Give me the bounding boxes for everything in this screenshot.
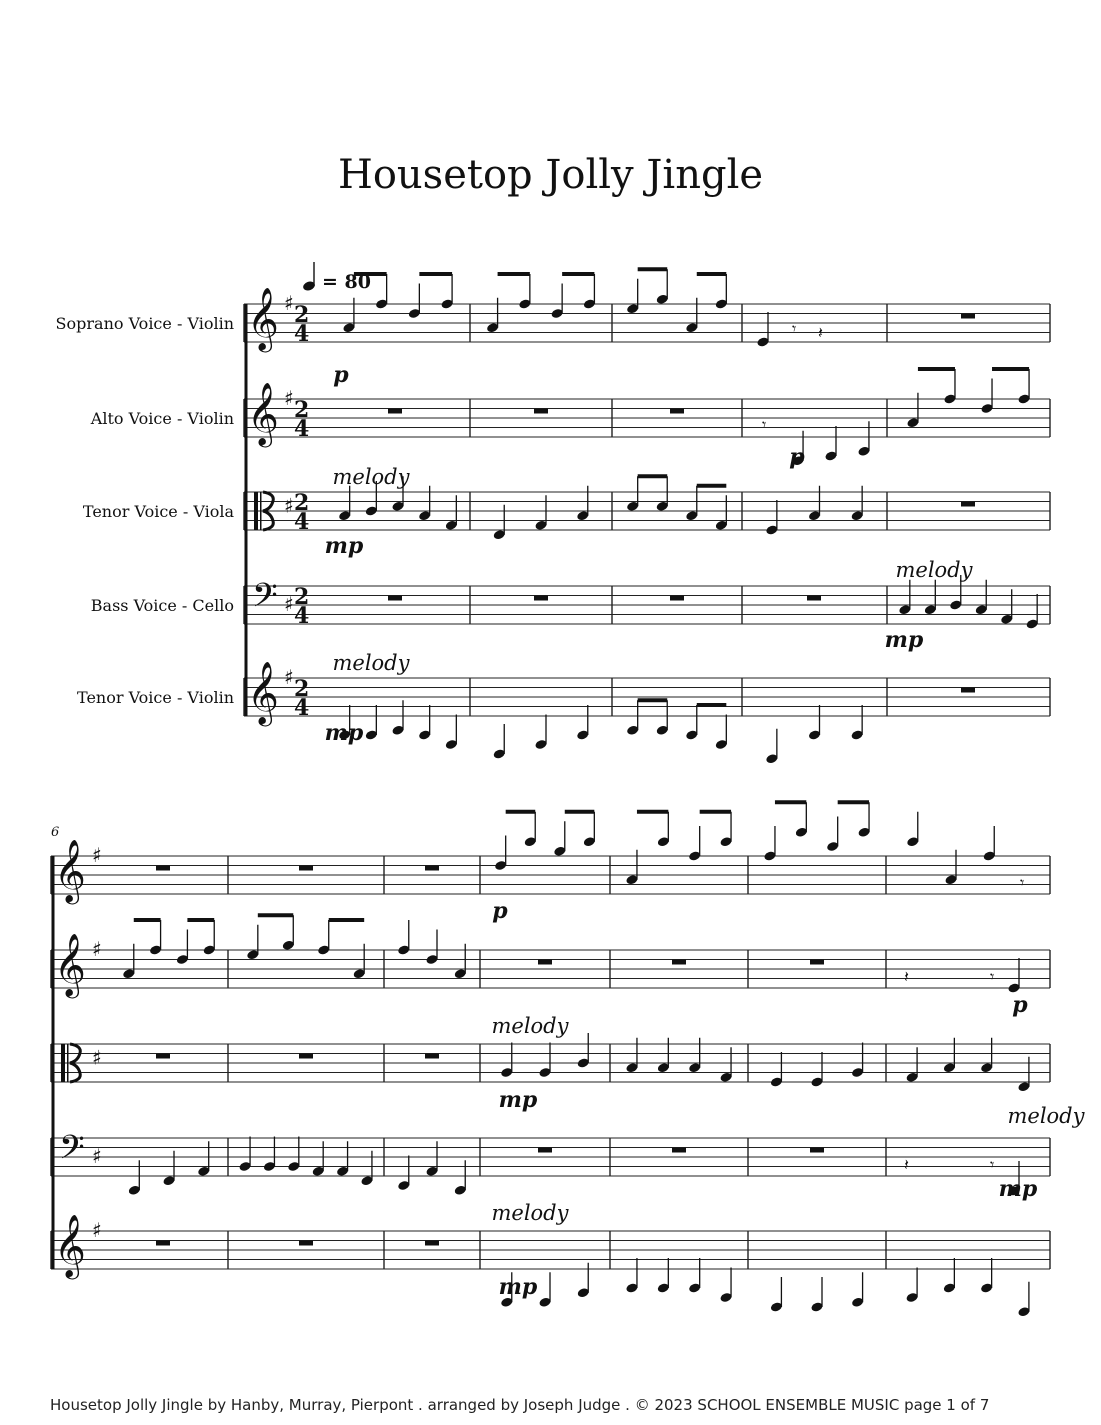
time-signature-top: 2 — [294, 302, 310, 328]
whole-rest — [388, 596, 402, 601]
dynamic-mp: mp — [498, 1087, 538, 1113]
score-title: Housetop Jolly Jingle — [337, 152, 764, 198]
key-signature-sharp: ♯ — [92, 843, 102, 867]
time-signature-bottom: 4 — [294, 416, 310, 442]
instrument-label: Alto Voice - Violin — [90, 409, 234, 428]
expression-melody: melody — [895, 558, 973, 582]
whole-rest — [538, 1148, 552, 1153]
expression-melody: melody — [491, 1014, 569, 1038]
treble-clef: 𝄞 — [54, 933, 86, 996]
quarter-rest: 𝄽 — [904, 1155, 909, 1174]
dynamic-p: p — [492, 898, 508, 924]
whole-rest — [961, 502, 975, 507]
eighth-rest: 𝄾 — [990, 967, 995, 986]
treble-clef: 𝄞 — [247, 382, 279, 445]
instrument-label: Bass Voice - Cello — [90, 596, 234, 615]
whole-rest — [807, 596, 821, 601]
eighth-rest: 𝄾 — [1020, 873, 1025, 892]
time-signature-top: 2 — [294, 397, 310, 423]
whole-rest — [810, 960, 824, 965]
key-signature-sharp: ♯ — [284, 592, 294, 616]
tempo-marking: = 80 — [322, 271, 371, 293]
alto-clef-bar — [61, 1044, 65, 1082]
time-signature-bottom: 4 — [294, 603, 310, 629]
eighth-rest: 𝄾 — [990, 1155, 995, 1174]
expression-melody: melody — [332, 651, 410, 675]
eighth-rest: 𝄾 — [792, 319, 797, 338]
time-signature-top: 2 — [294, 584, 310, 610]
time-signature-bottom: 4 — [294, 321, 310, 347]
key-signature-sharp: ♯ — [92, 937, 102, 961]
whole-rest — [299, 866, 313, 871]
whole-rest — [672, 960, 686, 965]
whole-rest — [156, 866, 170, 871]
treble-clef: 𝄞 — [54, 839, 86, 902]
instrument-label: Tenor Voice - Viola — [82, 502, 234, 521]
treble-clef: 𝄞 — [247, 287, 279, 350]
whole-rest — [670, 409, 684, 414]
key-signature-sharp: ♯ — [284, 665, 294, 689]
dynamic-mp: mp — [324, 720, 364, 746]
key-signature-sharp: ♯ — [92, 1144, 102, 1168]
whole-rest — [670, 596, 684, 601]
alto-clef-bar — [260, 492, 262, 530]
key-signature-sharp: ♯ — [284, 291, 294, 315]
key-signature-sharp: ♯ — [284, 493, 294, 518]
instrument-label: Tenor Voice - Violin — [77, 688, 234, 707]
quarter-rest: 𝄽 — [904, 967, 909, 986]
whole-rest — [672, 1148, 686, 1153]
eighth-rest: 𝄾 — [762, 415, 767, 434]
dynamic-p: p — [333, 362, 349, 388]
whole-rest — [534, 409, 548, 414]
dynamic-mp: mp — [324, 533, 364, 559]
whole-rest — [538, 960, 552, 965]
time-signature-top: 2 — [294, 490, 310, 516]
whole-rest — [425, 1054, 439, 1059]
expression-melody: melody — [491, 1201, 569, 1225]
dynamic-p: p — [1012, 992, 1028, 1018]
dynamic-mp: mp — [884, 627, 924, 653]
treble-clef: 𝄞 — [247, 661, 279, 724]
treble-clef: 𝄞 — [54, 1214, 86, 1277]
whole-rest — [299, 1241, 313, 1246]
whole-rest — [299, 1054, 313, 1059]
whole-rest — [425, 866, 439, 871]
whole-rest — [388, 409, 402, 414]
copyright-footer: Housetop Jolly Jingle by Hanby, Murray, Pierpont . arranged by Joseph Judge . © 2023 SCHOOL ENSEMBLE MUSIC page 1 of 7 — [50, 1396, 990, 1414]
whole-rest — [425, 1241, 439, 1246]
alto-clef-bar — [67, 1044, 69, 1082]
whole-rest — [961, 688, 975, 693]
quarter-rest: 𝄽 — [818, 323, 823, 342]
bass-clef: 𝄢 — [252, 577, 278, 623]
instrument-label: Soprano Voice - Violin — [55, 314, 234, 333]
whole-rest — [961, 314, 975, 319]
dynamic-mp: mp — [998, 1176, 1038, 1202]
dynamic-p: p — [789, 444, 805, 470]
whole-rest — [534, 596, 548, 601]
time-signature-bottom: 4 — [294, 695, 310, 721]
whole-rest — [810, 1148, 824, 1153]
bass-clef: 𝄢 — [59, 1129, 85, 1175]
dynamic-mp: mp — [498, 1274, 538, 1300]
measure-number: 6 — [51, 825, 60, 840]
key-signature-sharp: ♯ — [92, 1045, 102, 1070]
expression-melody: melody — [1007, 1104, 1085, 1128]
key-signature-sharp: ♯ — [284, 386, 294, 410]
time-signature-bottom: 4 — [294, 509, 310, 535]
expression-melody: melody — [332, 465, 410, 489]
whole-rest — [156, 1241, 170, 1246]
whole-rest — [156, 1054, 170, 1059]
alto-clef-bar — [254, 492, 258, 530]
time-signature-top: 2 — [294, 676, 310, 702]
key-signature-sharp: ♯ — [92, 1218, 102, 1242]
